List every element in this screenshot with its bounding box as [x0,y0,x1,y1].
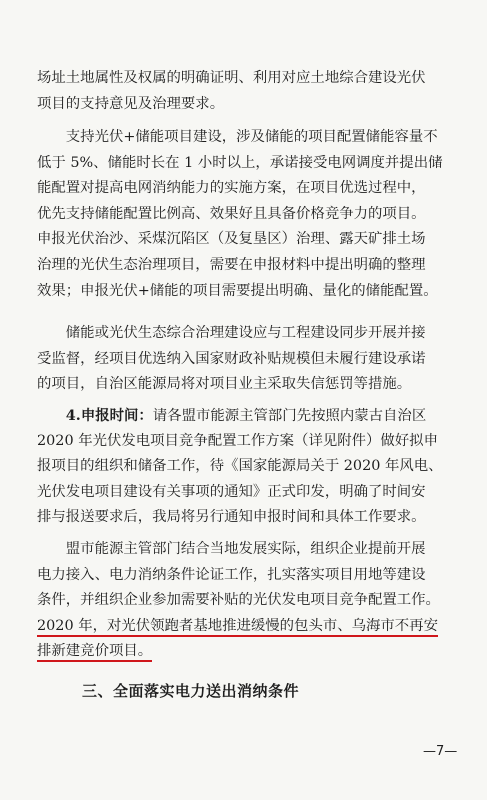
red-underline-text: 排新建竞价项目。 [37,643,152,662]
text-line: 效果；申报光伏+储能的项目需要提出明确、量化的储能配置。 [37,282,438,299]
paragraph-supervision [37,321,459,398]
text-line: 条件，并组织企业参加需要补贴的光伏发电项目竞争配置工作。 [37,592,440,609]
text-line: 2020 年光伏发电项目竞争配置工作方案（详见附件）做好拟申 [37,432,438,449]
text-line: 能配置对提高电网消纳能力的实施方案，在项目优选过程中， [37,180,426,197]
paragraph-application-time [37,403,459,531]
paragraph-land-proof [37,66,459,117]
text-line: 治理的光伏生态治理项目，需要在申报材料中提出明确的整理 [37,256,426,273]
page-number: —7— [423,744,458,759]
text-line: 低于 5%、储能时长在 1 小时以上，承诺接受电网调度并提出储 [37,154,443,171]
text-line: 储能或光伏生态综合治理建设应与工程建设同步开展并接 [37,325,426,341]
text-line: 排与报送要求后，我局将另行通知申报时间和具体工作要求。 [37,509,426,526]
text-line: 优先支持储能配置比例高、效果好且具备价格竞争力的项目。 [37,205,426,222]
text-line: 光伏发电项目建设有关事项的通知》正式印发，明确了时间安 [37,483,426,500]
text-line: 申报光伏治沙、采煤沉陷区（及复垦区）治理、露天矿排土场 [37,231,426,248]
red-underline-text: 2020 年，对光伏领跑者基地推进缓慢的包头市、乌海市不再安 [37,618,438,637]
highlighted-line [37,639,459,665]
text-line: 项目的支持意见及治理要求。 [37,95,225,112]
text-line: 电力接入、电力消纳条件论证工作，扎实落实项目用地等建设 [37,566,426,583]
text-line: 场址土地属性及权属的明确证明、利用对应土地综合建设光伏 [37,70,426,86]
text-line: 支持光伏+储能项目建设，涉及储能的项目配置储能容量不 [37,129,438,145]
highlighted-line [37,614,459,640]
text-line: 的项目，自治区能源局将对项目业主采取失信惩罚等措施。 [37,376,412,393]
paragraph-league-city [37,537,459,665]
item-heading: 4.申报时间： [65,407,153,424]
text-line: 报项目的组织和储备工作，待《国家能源局关于 2020 年风电、 [37,458,443,475]
text-fragment: 请各盟市能源主管部门先按照内蒙古自治区 [152,408,427,424]
paragraph-storage-support [37,125,459,304]
text-line [37,403,459,429]
section-title: 三、全面落实电力送出消纳条件 [82,682,300,700]
text-line: 受监督，经项目优选纳入国家财政补贴规模但未履行建设承诺 [37,350,426,367]
text-line: 盟市能源主管部门结合当地发展实际，组织企业提前开展 [37,541,426,557]
